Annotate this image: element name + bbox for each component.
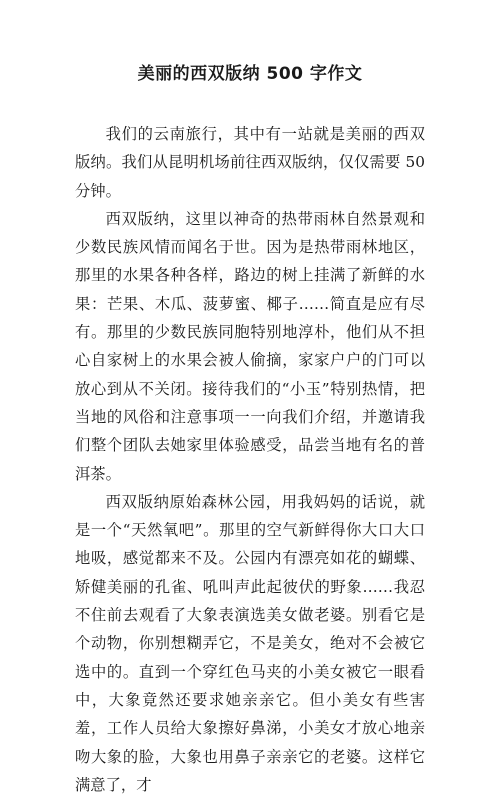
paragraph: 我们的云南旅行，其中有一站就是美丽的西双版纳。我们从昆明机场前往西双版纳，仅仅需要 50 分钟。: [75, 125, 425, 200]
document-body: [75, 120, 425, 799]
document-title: 美丽的西双版纳 500 字作文: [137, 64, 363, 84]
paragraph: 西双版纳原始森林公园，用我妈妈的话说，就是一个“天然氧吧”。那里的空气新鲜得你大口大口地吸，感觉都来不及。公园内有漂亮如花的蝴蝶、矫健美丽的孔雀、吼叫声此起彼伏的野象……我忍不住前去观看了大象表演选美女做老婆。别看它是个动物，你别想糊弄它，不是美女，绝对不会被它选中的。直到一个穿红色马夹的小美女被它一眼看中，大象竟然还要求她亲亲它。但小美女有些害羞，工作人员给大象擦好鼻涕，小美女才放心地亲吻大象的脸，大象也用鼻子亲亲它的老婆。这样它满意了，才: [75, 492, 425, 794]
paragraph: 西双版纳，这里以神奇的热带雨林自然景观和少数民族风情而闻名于世。因为是热带雨林地区，那里的水果各种各样，路边的树上挂满了新鲜的水果：芒果、木瓜、菠萝蜜、椰子……简直是应有尽有。那里的少数民族同胞特别地淳朴，他们从不担心自家树上的水果会被人偷摘，家家户户的门可以放心到从不关闭。接待我们的“小玉”特别热情，把当地的风俗和注意事项一一向我们介绍，并邀请我们整个团队去她家里体验感受，品尝当地有名的普洱茶。: [75, 209, 425, 483]
